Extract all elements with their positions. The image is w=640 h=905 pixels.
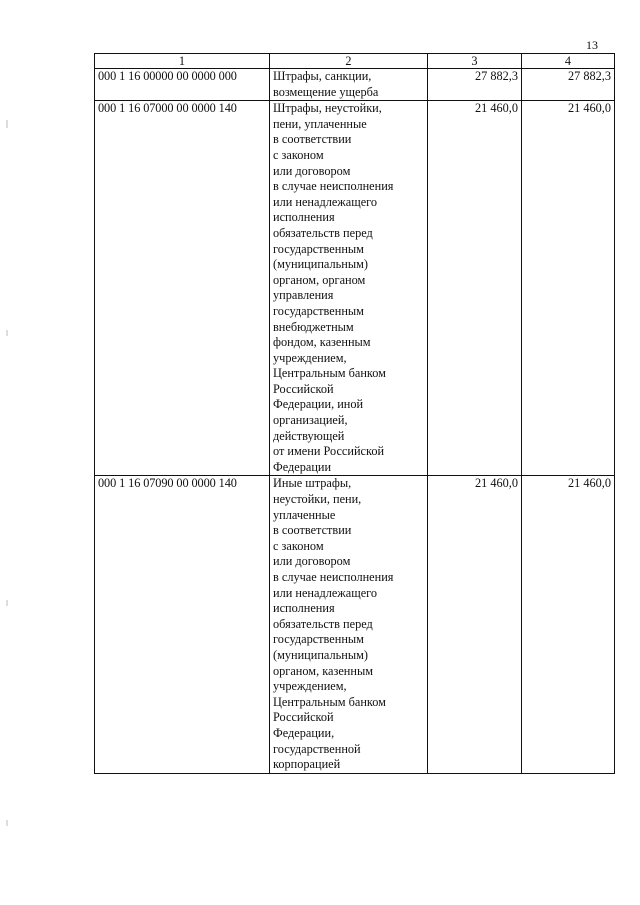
item-name-line: обязательств перед	[273, 616, 373, 631]
item-name-line: обязательств перед	[273, 225, 373, 240]
item-name-line: (муниципальным)	[273, 257, 368, 272]
table-row	[95, 101, 615, 476]
item-name-line: Центральным банком	[273, 694, 386, 709]
amount-col-3-cell: 21 460,0	[428, 476, 522, 773]
table-row	[95, 69, 615, 101]
table-body	[95, 69, 615, 774]
item-name-line: или ненадлежащего	[273, 194, 378, 209]
item-name-line: Российской	[273, 710, 334, 725]
item-name-line: от имени Российской	[273, 444, 385, 459]
item-name-line: исполнения	[273, 601, 335, 616]
amount-col-3-cell: 21 460,0	[428, 101, 522, 476]
item-name-line: Федерации, иной	[273, 397, 364, 412]
item-name-line: управления	[273, 288, 334, 303]
table-row	[95, 476, 615, 773]
item-name-cell	[270, 69, 428, 101]
header-col-3: 3	[428, 54, 522, 69]
item-name-line: уплаченные	[273, 507, 336, 522]
item-name-line: Центральным банком	[273, 366, 386, 381]
item-name-line: исполнения	[273, 210, 335, 225]
amount-col-4-cell: 21 460,0	[522, 101, 615, 476]
item-name-line: в случае неисполнения	[273, 179, 394, 194]
amount-col-3-cell: 27 882,3	[428, 69, 522, 101]
item-name-line: неустойки, пени,	[273, 492, 362, 507]
budget-table	[94, 53, 615, 774]
item-name-line: Штрафы, санкции,	[273, 69, 372, 83]
budget-code-cell: 000 1 16 07000 00 0000 140	[95, 101, 270, 476]
item-name-line: органом, органом	[273, 272, 366, 287]
item-name-line: государственным	[273, 241, 364, 256]
item-name-line: или ненадлежащего	[273, 585, 378, 600]
header-col-1: 1	[95, 54, 270, 69]
item-name-line: организацией,	[273, 413, 348, 428]
budget-code-cell: 000 1 16 07090 00 0000 140	[95, 476, 270, 773]
item-name-line: органом, казенным	[273, 663, 373, 678]
item-name-line: Российской	[273, 381, 334, 396]
item-name-line: корпорацией	[273, 757, 341, 772]
item-name-line: с законом	[273, 538, 324, 553]
item-name-line: пени, уплаченные	[273, 116, 367, 131]
item-name-line: Федерации,	[273, 725, 335, 740]
item-name-line: внебюджетным	[273, 319, 354, 334]
item-name-cell	[270, 101, 428, 476]
item-name-line: Штрафы, неустойки,	[273, 101, 382, 116]
item-name-line: или договором	[273, 554, 351, 569]
budget-code-cell: 000 1 16 00000 00 0000 000	[95, 69, 270, 101]
amount-col-4-cell: 27 882,3	[522, 69, 615, 101]
item-name-line: учреждением,	[273, 350, 347, 365]
item-name-line: возмещение ущерба	[273, 84, 379, 99]
item-name-line: Федерации	[273, 459, 332, 474]
item-name-line: (муниципальным)	[273, 647, 368, 662]
item-name-line: в соответствии	[273, 132, 352, 147]
scan-edge-artifact	[2, 0, 12, 905]
amount-col-4-cell: 21 460,0	[522, 476, 615, 773]
page-number: 13	[586, 38, 598, 52]
header-col-4: 4	[522, 54, 615, 69]
item-name-line: учреждением,	[273, 679, 347, 694]
item-name-cell	[270, 476, 428, 773]
header-row	[95, 54, 615, 69]
table-header	[95, 54, 615, 69]
header-col-2: 2	[270, 54, 428, 69]
item-name-line: в случае неисполнения	[273, 570, 394, 584]
item-name-line: или договором	[273, 163, 351, 178]
item-name-line: в соответствии	[273, 523, 352, 538]
item-name-line: действующей	[273, 428, 345, 443]
item-name-line: Иные штрафы,	[273, 476, 352, 491]
item-name-line: государственным	[273, 632, 364, 647]
item-name-line: государственной	[273, 741, 361, 756]
item-name-line: фондом, казенным	[273, 335, 371, 350]
item-name-line: с законом	[273, 147, 324, 162]
item-name-line: государственным	[273, 303, 364, 318]
